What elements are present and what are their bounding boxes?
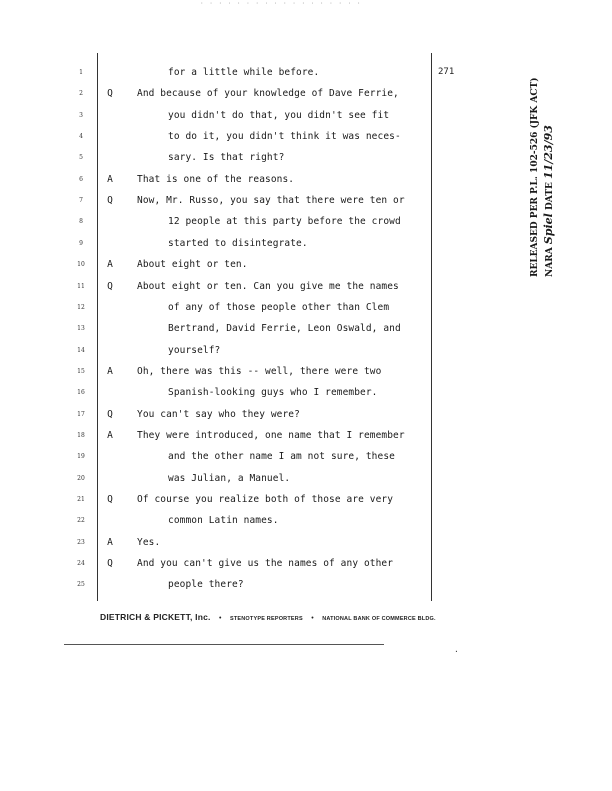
transcript-line: Spanish-looking guys who I remember. — [168, 387, 378, 399]
question-marker: Q — [107, 280, 113, 292]
line-number: 14 — [77, 346, 85, 354]
line-number: 4 — [79, 133, 83, 141]
transcript-line: About eight or ten. Can you give me the names — [137, 280, 399, 292]
answer-marker: A — [107, 259, 113, 271]
line-number: 3 — [79, 111, 83, 119]
page-mark: · — [454, 647, 459, 656]
transcript-line: sary. Is that right? — [168, 152, 285, 164]
transcript-line: of any of those people other than Clem — [168, 301, 390, 313]
transcript-line: That is one of the reasons. — [137, 173, 295, 185]
line-number: 2 — [79, 90, 83, 98]
transcript-line: Yes. — [137, 536, 161, 548]
answer-marker: A — [107, 173, 113, 185]
answer-marker: A — [107, 365, 113, 377]
question-marker: Q — [107, 195, 113, 207]
line-number: 25 — [77, 581, 85, 589]
line-number: 11 — [77, 282, 85, 290]
question-marker: Q — [107, 408, 113, 420]
transcript-line: started to disintegrate. — [168, 237, 308, 249]
line-number: 21 — [77, 496, 85, 503]
line-number: 16 — [77, 389, 85, 397]
reporter-firm-name: DIETRICH & PICKETT, Inc. — [100, 612, 211, 622]
transcript-line: 12 people at this party before the crowd — [168, 216, 401, 228]
footer-bullet: • — [311, 615, 314, 622]
reporter-service: STENOTYPE REPORTERS — [229, 616, 303, 622]
line-number: 20 — [77, 474, 85, 482]
question-marker: Q — [107, 494, 113, 505]
transcript-line: And because of your knowledge of Dave Ferrie, — [137, 88, 399, 100]
transcript-line: You can't say who they were? — [137, 408, 300, 420]
question-marker: Q — [107, 558, 113, 570]
line-number: 7 — [79, 197, 83, 205]
line-number: 5 — [79, 154, 83, 162]
transcript-line: Oh, there was this -- well, there were two — [137, 365, 382, 377]
release-stamp-nara-line — [542, 107, 557, 277]
question-marker: Q — [107, 88, 113, 100]
date-label: DATE — [545, 182, 555, 211]
line-number: 23 — [77, 538, 85, 546]
footer-bullet: • — [219, 615, 222, 622]
transcript-line: yourself? — [168, 344, 221, 356]
page-number: 271 — [438, 67, 455, 77]
transcript-line: to do it, you didn't think it was neces- — [168, 131, 401, 143]
line-number: 10 — [77, 261, 85, 269]
line-number: 24 — [77, 560, 85, 568]
line-number: 22 — [77, 517, 85, 525]
top-scan-artifact: · · · · · · · · · · · · · · · · · · — [200, 0, 362, 7]
line-number: 17 — [77, 410, 85, 418]
line-number: 19 — [77, 453, 85, 461]
transcript-line: About eight or ten. — [137, 259, 248, 271]
transcript-line: and the other name I am not sure, these — [168, 451, 395, 463]
answer-marker: A — [107, 429, 113, 441]
reporter-address: NATIONAL BANK OF COMMERCE BLDG. — [322, 616, 436, 622]
transcript-line: was Julian, a Manuel. — [168, 472, 291, 484]
transcript-line: And you can't give us the names of any other — [137, 558, 394, 570]
line-number: 12 — [77, 303, 85, 311]
transcript-line: Of course you realize both of those are very — [137, 494, 394, 505]
transcript-line: common Latin names. — [168, 515, 279, 527]
reporter-footer — [100, 607, 436, 625]
transcript-line: Now, Mr. Russo, you say that there were ten or — [137, 195, 405, 207]
transcript-line: people there? — [168, 579, 244, 591]
transcript-line: They were introduced, one name that I remember — [137, 429, 405, 441]
transcript-line: Bertrand, David Ferrie, Leon Oswald, and — [168, 323, 401, 335]
handwritten-date: 11/23/93 — [542, 125, 555, 180]
transcript-line: you didn't do that, you didn't see fit — [168, 109, 390, 121]
transcript-line: for a little while before. — [168, 67, 320, 78]
line-number: 6 — [79, 175, 83, 183]
answer-marker: A — [107, 536, 113, 548]
release-stamp-line: RELEASED PER P.L. 102-526 (JFK ACT) — [530, 77, 540, 277]
line-number: 8 — [79, 218, 83, 226]
line-number: 1 — [79, 69, 83, 76]
line-number: 9 — [79, 239, 83, 247]
release-stamp — [529, 77, 557, 277]
handwritten-signature: Spiel — [542, 213, 555, 245]
line-number: 13 — [77, 325, 85, 333]
line-number: 18 — [77, 431, 85, 439]
bottom-rule — [64, 644, 384, 645]
nara-label: NARA — [545, 247, 555, 277]
line-number: 15 — [77, 367, 85, 375]
